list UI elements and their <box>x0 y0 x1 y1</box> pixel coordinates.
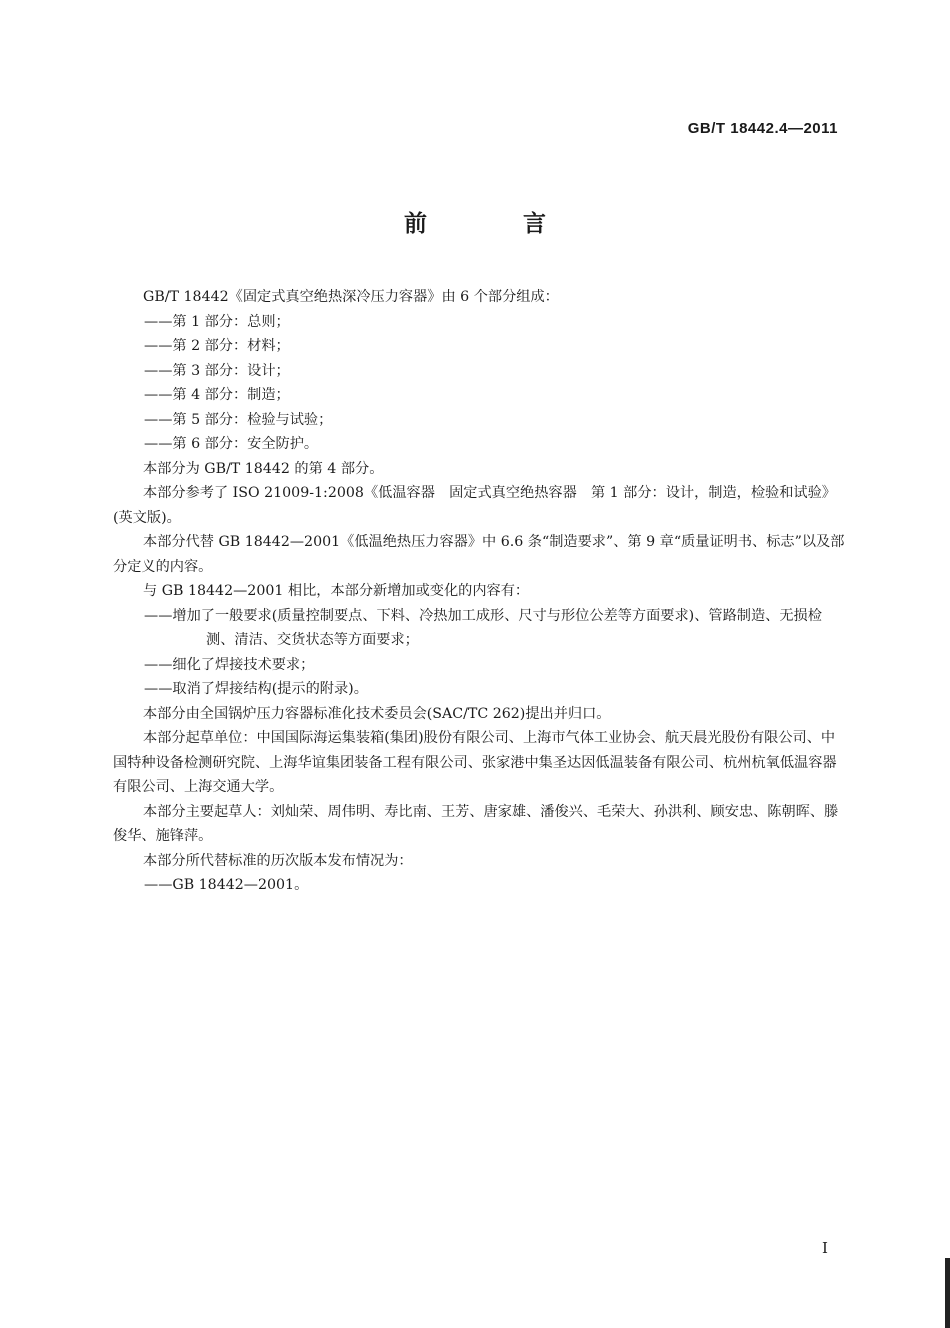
reference-paragraph: 本部分参考了 ISO 21009-1:2008《低温容器 固定式真空绝热容器 第 1 部分：设计，制造，检验和试验》(英文版)。 <box>113 485 836 526</box>
intro-paragraph: GB/T 18442《固定式真空绝热深冷压力容器》由 6 个部分组成： <box>143 289 559 305</box>
list-item-part-5: ——第 5 部分：检验与试验； <box>144 411 333 428</box>
drafters-paragraph: 本部分主要起草人：刘灿荣、周伟明、寿比南、王芳、唐家雄、潘俊兴、毛荣大、孙洪利、顾安忠、陈朝晖、滕俊华、施锋萍。 <box>113 803 839 844</box>
list-item-part-1: ——第 1 部分：总则； <box>144 313 290 330</box>
change-item-3: ——取消了焊接结构(提示的附录)。 <box>144 681 368 697</box>
proposer-paragraph: 本部分由全国锅炉压力容器标准化技术委员会(SAC/TC 262)提出并归口。 <box>143 705 611 722</box>
drafting-units-paragraph: 本部分起草单位：中国国际海运集装箱(集团)股份有限公司、上海市气体工业协会、航天晨光股份有限公司、中国特种设备检测研究院、上海华谊集团装备工程有限公司、张家港中集圣达因低温装备有限公司、杭州杭氧低温容器有限公司、上海交通大学。 <box>113 730 837 795</box>
list-item-part-6: ——第 6 部分：安全防护。 <box>144 436 319 452</box>
page-number: I <box>822 1239 828 1257</box>
history-item: ——GB 18442—2001。 <box>144 877 309 893</box>
scan-edge-mark <box>945 1258 950 1328</box>
standard-number: GB/T 18442.4—2011 <box>687 120 838 137</box>
list-item-part-3: ——第 3 部分：设计； <box>144 362 290 379</box>
page-title: 前 言 <box>403 211 590 237</box>
change-item-2: ——细化了焊接技术要求； <box>144 656 315 673</box>
part-statement: 本部分为 GB/T 18442 的第 4 部分。 <box>143 460 384 477</box>
list-item-part-2: ——第 2 部分：材料； <box>144 338 290 354</box>
history-intro: 本部分所代替标准的历次版本发布情况为： <box>143 852 413 869</box>
changes-intro: 与 GB 18442—2001 相比，本部分新增加或变化的内容有： <box>143 583 530 599</box>
change-item-1: ——增加了一般要求(质量控制要点、下料、冷热加工成形、尺寸与形位公差等方面要求)、管路制造、无损检测、清洁、交货状态等方面要求； <box>144 607 822 648</box>
list-item-part-4: ——第 4 部分：制造； <box>144 387 290 403</box>
foreword-body <box>113 285 848 898</box>
replacement-paragraph: 本部分代替 GB 18442—2001《低温绝热压力容器》中 6.6 条“制造要求”、第 9 章“质量证明书、标志”以及部分定义的内容。 <box>113 534 845 575</box>
